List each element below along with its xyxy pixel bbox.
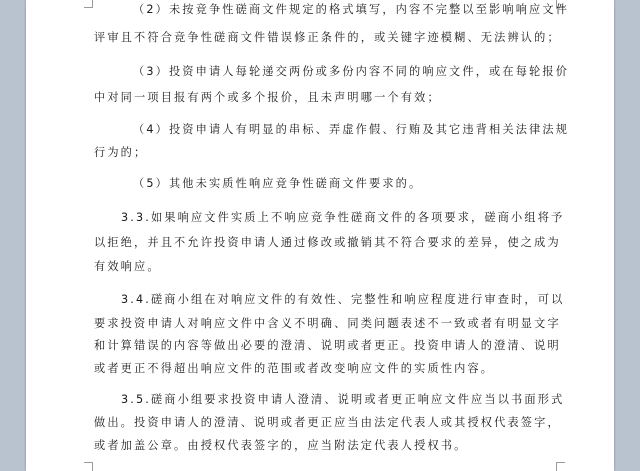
- paragraph-3-4-line-1: 3.4.磋商小组在对响应文件的有效性、完整性和响应程度进行审查时，可以: [121, 293, 565, 306]
- paragraph-3-5-line-3: 或者加盖公章。由授权代表签字的，应当附法定代表人授权书。: [94, 439, 468, 452]
- paragraph-3-4-line-2: 要求投资申请人对响应文件中含义不明确、同类问题表述不一致或者有明显文字: [94, 317, 561, 330]
- paragraph-4-line-1: （4）投资申请人有明显的串标、弄虚作假、行贿及其它违背相关法律法规: [133, 123, 570, 136]
- margin-marker-bottom-left: [84, 462, 93, 471]
- paragraph-3-line-1: （3）投资申请人每轮递交两份或多份内容不同的响应文件，或在每轮报价: [133, 65, 570, 78]
- document-page[interactable]: [26, 0, 614, 471]
- paragraph-3-3-line-1: 3.3.如果响应文件实质上不响应竞争性磋商文件的各项要求，磋商小组将予: [121, 211, 565, 224]
- paragraph-4-line-2: 行为的；: [94, 146, 148, 159]
- margin-marker-top-left: [84, 0, 93, 8]
- paragraph-3-4-line-4: 或者更正不得超出响应文件的范围或者改变响应文件的实质性内容。: [94, 362, 495, 375]
- margin-marker-bottom-right: [556, 462, 565, 471]
- workspace-background-left: [0, 0, 26, 471]
- paragraph-3-4-line-3: 和计算错误的内容等做出必要的澄清、说明或者更正。投资申请人的澄清、说明: [94, 339, 561, 352]
- paragraph-3-3-line-2: 以拒绝，并且不允许投资申请人通过修改或撤销其不符合要求的差异，使之成为: [94, 236, 561, 249]
- paragraph-3-5-line-2: 做出。投资申请人的澄清、说明或者更正应当由法定代表人或其授权代表签字，: [94, 416, 561, 429]
- paragraph-2-line-2: 评审且不符合竞争性磋商文件错误修正条件的，或关键字迹模糊、无法辨认的；: [94, 31, 561, 44]
- paragraph-2-line-1: （2）未按竞争性磋商文件规定的格式填写，内容不完整以至影响响应文件: [133, 3, 570, 16]
- workspace-background-right: [614, 0, 640, 471]
- paragraph-3-line-2: 中对同一项目报有两个或多个报价，且未声明哪一个有效；: [94, 91, 441, 104]
- paragraph-3-5-line-1: 3.5.磋商小组要求投资申请人澄清、说明或者更正响应文件应当以书面形式: [121, 393, 565, 406]
- paragraph-5-line-1: （5）其他未实质性响应竞争性磋商文件要求的。: [133, 177, 423, 190]
- paragraph-3-3-line-3: 有效响应。: [94, 260, 161, 273]
